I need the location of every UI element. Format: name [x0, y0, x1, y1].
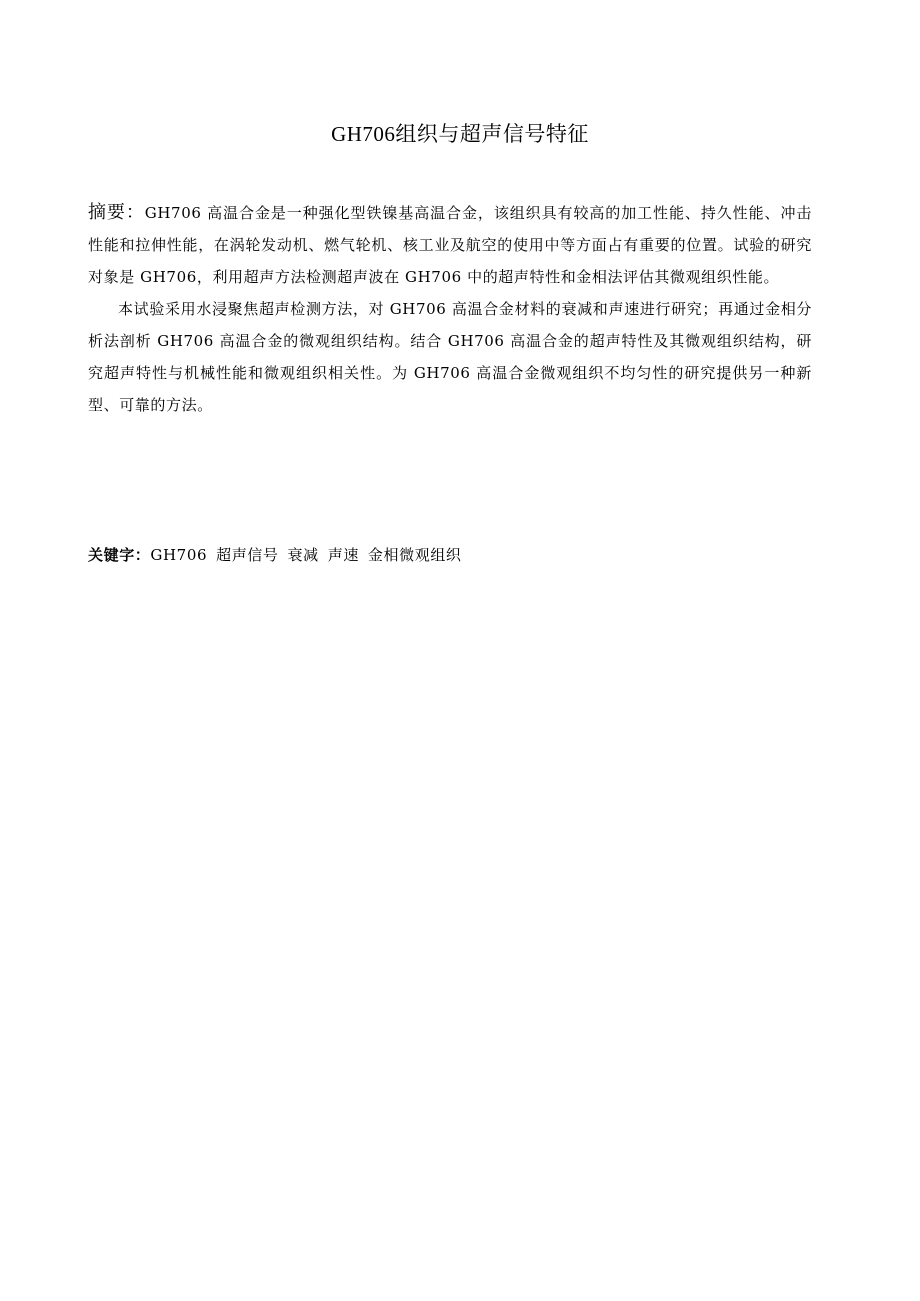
abstract-section: [88, 197, 812, 421]
keywords-label: 关键字：: [88, 546, 151, 564]
keyword-item: 超声信号: [216, 546, 279, 564]
document-title: GH706组织与超声信号特征: [331, 122, 589, 146]
abstract-label: 摘要：: [88, 202, 145, 223]
keyword-item: GH706: [150, 546, 208, 564]
abstract-paragraph-2: 本试验采用水浸聚焦超声检测方法，对 GH706 高温合金材料的衰减和声速进行研究；再通过金相分析法剖析 GH706 高温合金的微观组织结构。结合 GH706 高温合金的超声特性及其微观组织结构，研究超声特性与机械性能和微观组织相关性。为 GH706 高温合金微观组织不均匀性的研究提供另一种新型、可靠的方法。: [88, 300, 812, 414]
abstract-text-1: GH706 高温合金是一种强化型铁镍基高温合金，该组织具有较高的加工性能、持久性能、冲击性能和拉伸性能，在涡轮发动机、燃气轮机、核工业及航空的使用中等方面占有重要的位置。试验的研究对象是 GH706，利用超声方法检测超声波在 GH706 中的超声特性和金相法评估其微观组织性能。: [88, 204, 812, 286]
abstract-paragraph-1: [88, 197, 812, 293]
keyword-item: 衰减: [287, 546, 319, 564]
keyword-item: 声速: [327, 546, 359, 564]
keywords-section: [88, 539, 812, 571]
keyword-item: 金相微观组织: [367, 546, 462, 564]
